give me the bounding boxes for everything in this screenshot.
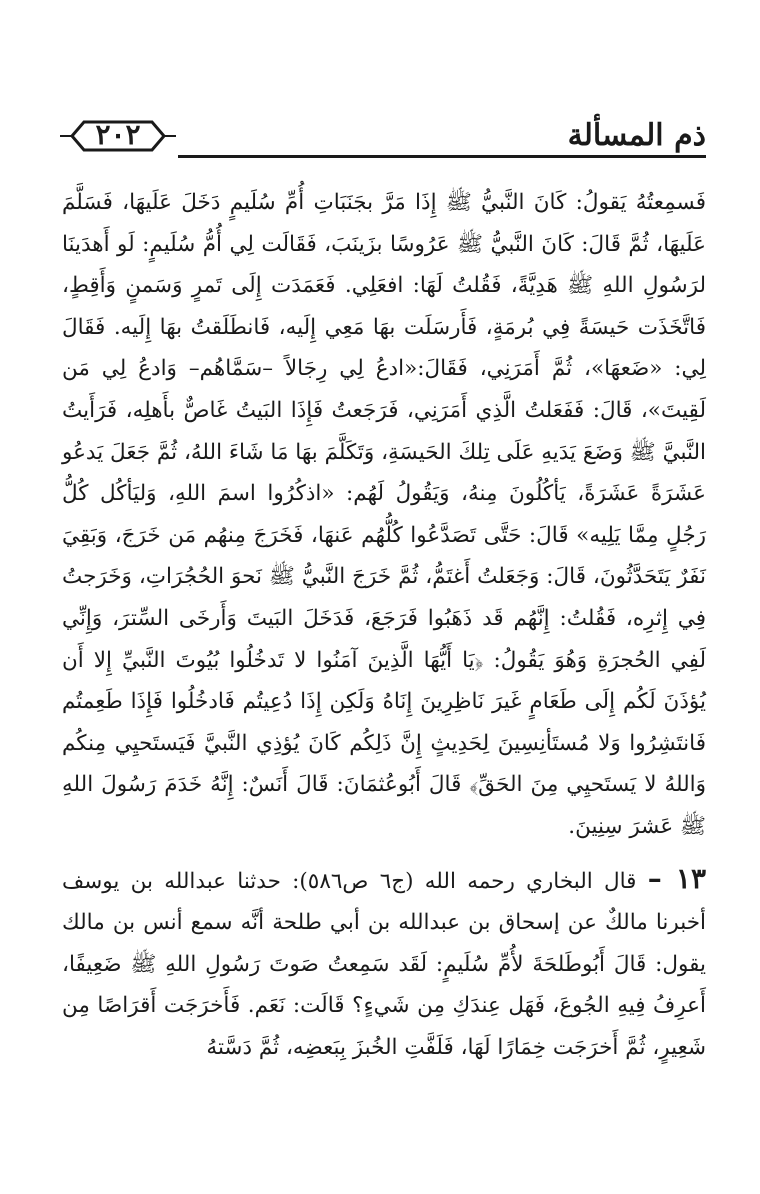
page-number-frame (58, 116, 178, 156)
running-title: ذم المسألة (567, 118, 706, 153)
header-divider (178, 155, 706, 158)
hadith-number: ١٣ – (647, 861, 706, 895)
narration-paragraph: فَسمِعتُهُ يَقولُ: كَانَ النَّبيُّ ﷺ إِذَا مَرَّ بجَنَبَاتِ أُمِّ سُلَيمٍ دَخَلَ عَلَيهَا، فَسَلَّمَ عَلَيهَا، ثُمَّ قَالَ: كَانَ النَّبيُّ ﷺ عَرُوسًا بزَينَبَ، فَقَالَت لِي أُمُّ سُلَيمٍ: لَو أَهدَينَا لرَسُولِ اللهِ ﷺ هَدِيَّةً، فَقُلتُ لَهَا: افعَلِي. فَعَمَدَت إِلَى تَمرٍ وَسَمنٍ وَأَقِطٍ، فَاتَّخَذَت حَيسَةً فِي بُرمَةٍ، فَأَرسَلَت بهَا مَعِي إِلَيه، فَانطَلَقتُ بهَا إِلَيه. فَقَالَ لِي: «ضَعهَا»، ثُمَّ أَمَرَنِي، فَقَالَ:«ادعُ لِي رِجَالاً –سَمَّاهُم– وَادعُ لِي مَن لَقِيتَ»، قَالَ: فَفَعَلتُ الَّذِي أَمَرَنِي، فَرَجَعتُ فَإِذَا البَيتُ غَاصٌّ بأَهلِه، فَرَأَيتُ النَّبيَّ ﷺ وَضَعَ يَدَيهِ عَلَى تِلكَ الحَيسَةِ، وَتَكَلَّمَ بهَا مَا شَاءَ اللهُ، ثُمَّ جَعَلَ يَدعُو عَشَرَةً عَشَرَةً، يَأكُلُونَ مِنهُ، وَيَقُولُ لَهُم: «اذكُرُوا اسمَ اللهِ، وَليَأكُل كُلُّ رَجُلٍ مِمَّا يَلِيه» قَالَ: حَتَّى تَصَدَّعُوا كُلُّهُم عَنهَا، فَخَرَجَ مِنهُم مَن خَرَجَ، وَبَقِيَ نَفَرٌ يَتَحَدَّثُونَ، قَالَ: وَجَعَلتُ أَغتَمُّ، ثُمَّ خَرَجَ النَّبيُّ ﷺ نَحوَ الحُجُرَاتِ، وَخَرَجتُ فِي إِثرِه، فَقُلتُ: إِنَّهُم قَد ذَهَبُوا فَرَجَعَ، فَدَخَلَ البَيتَ وَأَرخَى السِّترَ، وَإِنِّي لَفِي الحُجرَةِ وَهُوَ يَقُولُ: ﴿يَا أَيُّهَا الَّذِينَ آمَنُوا لا تَدخُلُوا بُيُوتَ النَّبيِّ إِلا أَن يُؤذَنَ لَكُم إِلَى طَعَامٍ غَيرَ نَاظِرِينَ إِنَاهُ وَلَكِن إِذَا دُعِيتُم فَادخُلُوا فَإِذَا طَعِمتُم فَانتَشِرُوا وَلا مُستَأنِسِينَ لِحَدِيثٍ إِنَّ ذَلِكُم كَانَ يُؤذِي النَّبيَّ فَيَستَحيِي مِنكُم وَاللهُ لا يَستَحيِي مِنَ الحَقِّ﴾ قَالَ أَبُوعُثمَانَ: قَالَ أَنَسٌ: إِنَّهُ خَدَمَ رَسُولَ اللهِ ﷺ عَشرَ سِنِينَ. (62, 190, 706, 839)
hadith-paragraph (62, 858, 706, 1069)
main-text (62, 182, 706, 1068)
page-number: ٢٠٢ (95, 118, 141, 151)
hadith-text: قال البخاري رحمه الله (ج٦ ص٥٨٦): حدثنا عبدالله بن يوسف أخبرنا مالكٌ عن إسحاق بن عبدالله بن أبي طلحة أنَّه سمع أنس بن مالك يقول: قَالَ أَبُوطَلحَةَ لأُمِّ سُلَيمٍ: لَقَد سَمِعتُ صَوتَ رَسُولِ اللهِ ﷺ ضَعِيفًا، أَعرِفُ فِيهِ الجُوعَ، فَهَل عِندَكِ مِن شَيءٍ؟ قَالَت: نَعَم. فَأَخرَجَت أَقرَاصًا مِن شَعِيرٍ، ثُمَّ أَخرَجَت خِمَارًا لَهَا، فَلَفَّتِ الخُبزَ بِبَعضِه، ثُمَّ دَسَّتهُ (62, 868, 706, 1060)
page-header (58, 108, 706, 170)
